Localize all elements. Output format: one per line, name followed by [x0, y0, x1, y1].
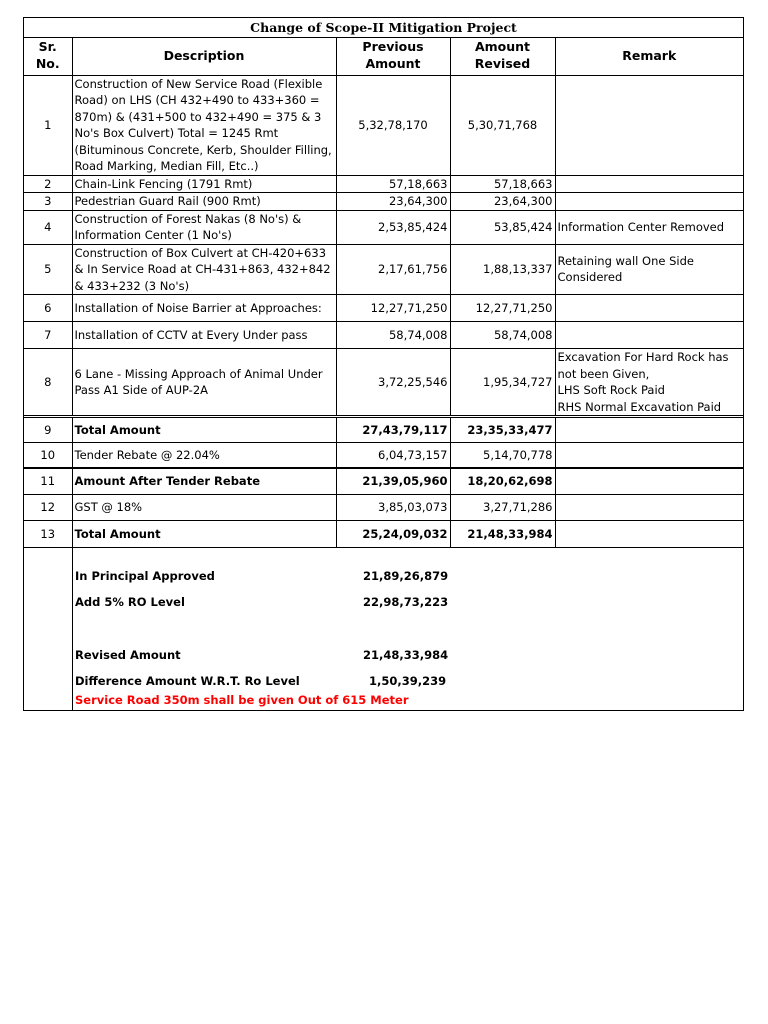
service-road-note: Service Road 350m shall be given Out of 615 Meter: [75, 693, 409, 707]
row-revised: 21,48,33,984: [450, 521, 555, 548]
header-sr: Sr. No.: [24, 37, 72, 75]
revised-amount-value: 21,48,33,984: [363, 648, 449, 662]
row-sr: 2: [24, 175, 72, 193]
row-sr: 5: [24, 244, 72, 295]
row-previous: 58,74,008: [336, 322, 450, 349]
row-description: Installation of CCTV at Every Under pass: [72, 322, 336, 349]
row-remark: [555, 322, 743, 349]
row-revised: 18,20,62,698: [450, 468, 555, 495]
summary-section: [24, 537, 743, 710]
row-previous: 3,72,25,546: [336, 349, 450, 417]
row-sr: 1: [24, 75, 72, 175]
row-remark: [555, 175, 743, 193]
header-description: Description: [72, 37, 336, 75]
table-row: [24, 193, 743, 211]
difference-label: Difference Amount W.R.T. Ro Level: [75, 674, 300, 688]
table-row: [24, 295, 743, 322]
row-remark: [555, 193, 743, 211]
approved-value: 21,89,26,879: [363, 569, 449, 583]
row-sr: 4: [24, 210, 72, 244]
row-description: 6 Lane - Missing Approach of Animal Under Pass A1 Side of AUP-2A: [72, 349, 336, 417]
row-sr: 3: [24, 193, 72, 211]
row-sr: 12: [24, 495, 72, 521]
row-revised: 12,27,71,250: [450, 295, 555, 322]
row-sr: 13: [24, 521, 72, 548]
row-revised: 53,85,424: [450, 210, 555, 244]
row-previous: 23,64,300: [336, 193, 450, 211]
row-sr: 8: [24, 349, 72, 417]
header-revised: Amount Revised: [450, 37, 555, 75]
row-description: Chain-Link Fencing (1791 Rmt): [72, 175, 336, 193]
revised-amount-label: Revised Amount: [75, 648, 181, 662]
table-row: [24, 349, 743, 417]
row-sr: 6: [24, 295, 72, 322]
table-row: [24, 322, 743, 349]
total-row: [24, 443, 743, 468]
total-row: [24, 417, 743, 443]
scope-table: [24, 37, 743, 548]
row-remark: [555, 443, 743, 468]
row-description: GST @ 18%: [72, 495, 336, 521]
table-row: [24, 244, 743, 295]
table-row: [24, 175, 743, 193]
row-remark: Information Center Removed: [555, 210, 743, 244]
difference-value: 1,50,39,239: [369, 674, 447, 688]
row-remark: [555, 295, 743, 322]
row-remark: Excavation For Hard Rock has not been Given, LHS Soft Rock Paid RHS Normal Excavation Paid: [555, 349, 743, 417]
row-description: Construction of New Service Road (Flexible Road) on LHS (CH 432+490 to 433+360 = 870m) & (431+500 to 432+490 = 375 & 3 No's Box Culvert) Total = 1245 Rmt (Bituminous Concrete, Kerb, Shoulder Filling, Road Marking, Median Fill, Etc..): [72, 75, 336, 175]
spreadsheet: [23, 17, 744, 711]
row-previous: 21,39,05,960: [336, 468, 450, 495]
row-revised: 3,27,71,286: [450, 495, 555, 521]
row-revised: 5,14,70,778: [450, 443, 555, 468]
header-previous: Previous Amount: [336, 37, 450, 75]
row-remark: Retaining wall One Side Considered: [555, 244, 743, 295]
ro-level-label: Add 5% RO Level: [75, 595, 185, 609]
row-description: Tender Rebate @ 22.04%: [72, 443, 336, 468]
row-description: Installation of Noise Barrier at Approaches:: [72, 295, 336, 322]
total-row: [24, 495, 743, 521]
row-revised: 57,18,663: [450, 175, 555, 193]
row-description: Construction of Forest Nakas (8 No's) & Information Center (1 No's): [72, 210, 336, 244]
row-previous: 57,18,663: [336, 175, 450, 193]
row-remark: [555, 75, 743, 175]
row-description: Pedestrian Guard Rail (900 Rmt): [72, 193, 336, 211]
row-previous: 2,17,61,756: [336, 244, 450, 295]
row-previous: 27,43,79,117: [336, 417, 450, 443]
row-sr: 7: [24, 322, 72, 349]
row-remark: [555, 495, 743, 521]
row-remark: [555, 417, 743, 443]
row-sr: 9: [24, 417, 72, 443]
row-description: Total Amount: [72, 417, 336, 443]
ro-level-value: 22,98,73,223: [363, 595, 449, 609]
row-revised: 5,30,71,768: [450, 75, 555, 175]
header-row: [24, 37, 743, 75]
divider: [72, 537, 73, 710]
row-sr: 11: [24, 468, 72, 495]
row-previous: 6,04,73,157: [336, 443, 450, 468]
header-remark: Remark: [555, 37, 743, 75]
row-previous: 5,32,78,170: [336, 75, 450, 175]
row-revised: 23,64,300: [450, 193, 555, 211]
row-sr: 10: [24, 443, 72, 468]
row-previous: 25,24,09,032: [336, 521, 450, 548]
table-row: [24, 75, 743, 175]
row-revised: 23,35,33,477: [450, 417, 555, 443]
sheet-title: Change of Scope-II Mitigation Project: [24, 18, 743, 38]
row-remark: [555, 468, 743, 495]
row-revised: 58,74,008: [450, 322, 555, 349]
total-row: [24, 468, 743, 495]
row-description: Amount After Tender Rebate: [72, 468, 336, 495]
row-previous: 3,85,03,073: [336, 495, 450, 521]
row-description: Construction of Box Culvert at CH-420+633 & In Service Road at CH-431+863, 432+842 & 433+232 (3 No's): [72, 244, 336, 295]
row-description: Total Amount: [72, 521, 336, 548]
row-revised: 1,95,34,727: [450, 349, 555, 417]
approved-label: In Principal Approved: [75, 569, 215, 583]
row-previous: 12,27,71,250: [336, 295, 450, 322]
row-revised: 1,88,13,337: [450, 244, 555, 295]
row-previous: 2,53,85,424: [336, 210, 450, 244]
table-row: [24, 210, 743, 244]
